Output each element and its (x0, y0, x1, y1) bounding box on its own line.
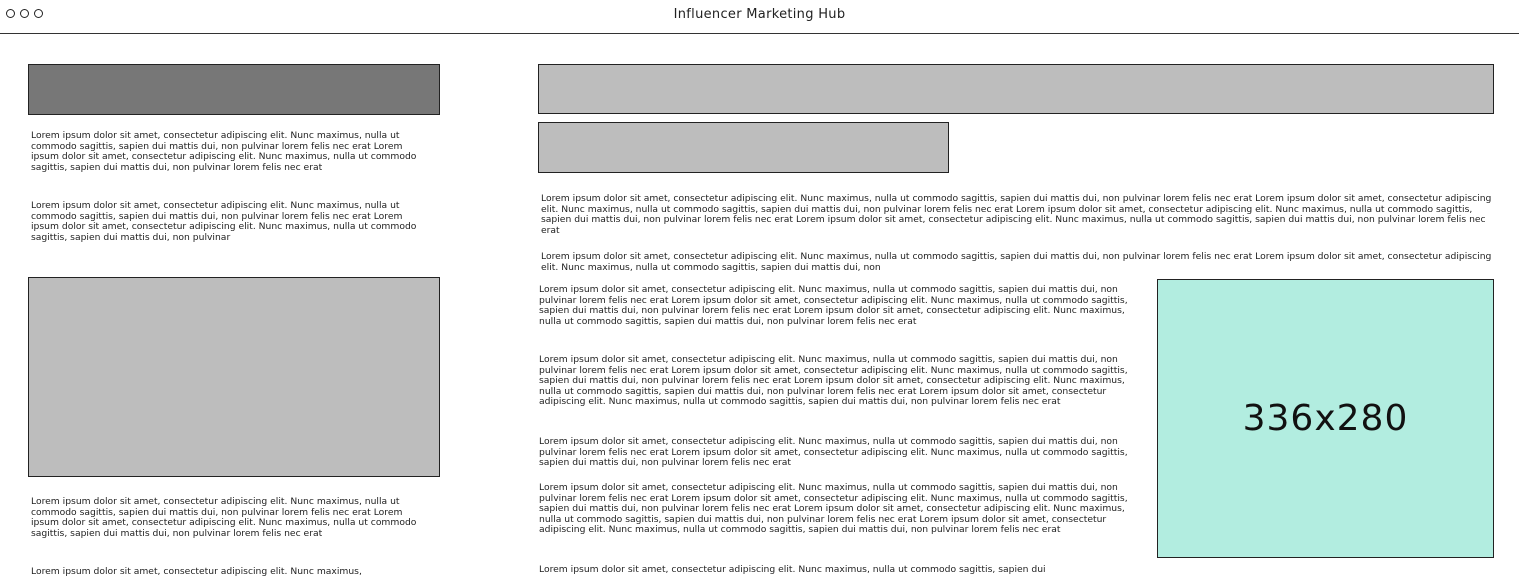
window-title: Influencer Marketing Hub (673, 7, 846, 22)
left-paragraph-3: Lorem ipsum dolor sit amet, consectetur adipiscing elit. Nunc maximus, nulla ut commodo sagittis, sapien dui mattis dui, non pulvinar lorem felis nec erat Lorem ipsum dolor sit amet, consectetur adipiscing elit. Nunc maximus, nulla ut commodo sagittis, sapien dui mattis dui, non pulvinar lorem felis nec erat (31, 497, 417, 539)
left-paragraph-4: Lorem ipsum dolor sit amet, consectetur adipiscing elit. Nunc maximus, (31, 567, 362, 577)
main-paragraph-7: Lorem ipsum dolor sit amet, consectetur adipiscing elit. Nunc maximus, nulla ut commodo sagittis, sapien dui (539, 565, 1046, 575)
left-paragraph-2: Lorem ipsum dolor sit amet, consectetur adipiscing elit. Nunc maximus, nulla ut commodo sagittis, sapien dui mattis dui, non pulvinar lorem felis nec erat Lorem ipsum dolor sit amet, consectetur adipiscing elit. Nunc maximus, nulla ut commodo sagittis, sapien dui mattis dui, non pulvinar (31, 201, 417, 243)
ad-placeholder-336x280[interactable] (1157, 279, 1494, 558)
main-paragraph-5: Lorem ipsum dolor sit amet, consectetur adipiscing elit. Nunc maximus, nulla ut commodo sagittis, sapien dui mattis dui, non pulvinar lorem felis nec erat Lorem ipsum dolor sit amet, consectetur adipiscing elit. Nunc maximus, nulla ut commodo sagittis, sapien dui mattis dui, non pulvinar lorem felis nec erat (539, 437, 1128, 469)
ad-size-label: 336x280 (1242, 398, 1409, 439)
window-titlebar (0, 0, 1519, 34)
main-paragraph-1: Lorem ipsum dolor sit amet, consectetur adipiscing elit. Nunc maximus, nulla ut commodo sagittis, sapien dui mattis dui, non pulvinar lorem felis nec erat Lorem ipsum dolor sit amet, consectetur adipiscing elit. Nunc maximus, nulla ut commodo sagittis, sapien dui mattis dui, non pulvinar lorem felis nec erat Lorem ipsum dolor sit amet, consectetur adipiscing elit. Nunc maximus, nulla ut commodo sagittis, sapien dui mattis dui, non pulvinar lorem felis nec erat Lorem ipsum dolor sit amet, consectetur adipiscing elit. Nunc maximus, nulla ut commodo sagittis, sapien dui mattis dui, non pulvinar lorem felis nec erat (541, 194, 1492, 236)
left-paragraph-1: Lorem ipsum dolor sit amet, consectetur adipiscing elit. Nunc maximus, nulla ut commodo sagittis, sapien dui mattis dui, non pulvinar lorem felis nec erat Lorem ipsum dolor sit amet, consectetur adipiscing elit. Nunc maximus, nulla ut commodo sagittis, sapien dui mattis dui, non pulvinar lorem felis nec erat (31, 131, 417, 173)
main-title-block (538, 64, 1494, 114)
main-paragraph-3: Lorem ipsum dolor sit amet, consectetur adipiscing elit. Nunc maximus, nulla ut commodo sagittis, sapien dui mattis dui, non pulvinar lorem felis nec erat Lorem ipsum dolor sit amet, consectetur adipiscing elit. Nunc maximus, nulla ut commodo sagittis, sapien dui mattis dui, non pulvinar lorem felis nec erat Lorem ipsum dolor sit amet, consectetur adipiscing elit. Nunc maximus, nulla ut commodo sagittis, sapien dui mattis dui, non pulvinar lorem felis nec erat (539, 285, 1128, 327)
main-paragraph-4: Lorem ipsum dolor sit amet, consectetur adipiscing elit. Nunc maximus, nulla ut commodo sagittis, sapien dui mattis dui, non pulvinar lorem felis nec erat Lorem ipsum dolor sit amet, consectetur adipiscing elit. Nunc maximus, nulla ut commodo sagittis, sapien dui mattis dui, non pulvinar lorem felis nec erat Lorem ipsum dolor sit amet, consectetur adipiscing elit. Nunc maximus, nulla ut commodo sagittis, sapien dui mattis dui, non pulvinar lorem felis nec erat Lorem ipsum dolor sit amet, consectetur adipiscing elit. Nunc maximus, nulla ut commodo sagittis, sapien dui mattis dui, non pulvinar lorem felis nec erat (539, 355, 1128, 408)
main-paragraph-6: Lorem ipsum dolor sit amet, consectetur adipiscing elit. Nunc maximus, nulla ut commodo sagittis, sapien dui mattis dui, non pulvinar lorem felis nec erat Lorem ipsum dolor sit amet, consectetur adipiscing elit. Nunc maximus, nulla ut commodo sagittis, sapien dui mattis dui, non pulvinar lorem felis nec erat Lorem ipsum dolor sit amet, consectetur adipiscing elit. Nunc maximus, nulla ut commodo sagittis, sapien dui mattis dui, non pulvinar lorem felis nec erat Lorem ipsum dolor sit amet, consectetur adipiscing elit. Nunc maximus, nulla ut commodo sagittis, sapien dui mattis dui, non pulvinar lorem felis nec erat (539, 483, 1128, 536)
left-header-block (28, 64, 440, 115)
main-paragraph-2: Lorem ipsum dolor sit amet, consectetur adipiscing elit. Nunc maximus, nulla ut commodo sagittis, sapien dui mattis dui, non pulvinar lorem felis nec erat Lorem ipsum dolor sit amet, consectetur adipiscing elit. Nunc maximus, nulla ut commodo sagittis, sapien dui mattis dui, non (541, 252, 1492, 273)
left-image-placeholder (28, 277, 440, 477)
main-subtitle-block (538, 122, 949, 173)
